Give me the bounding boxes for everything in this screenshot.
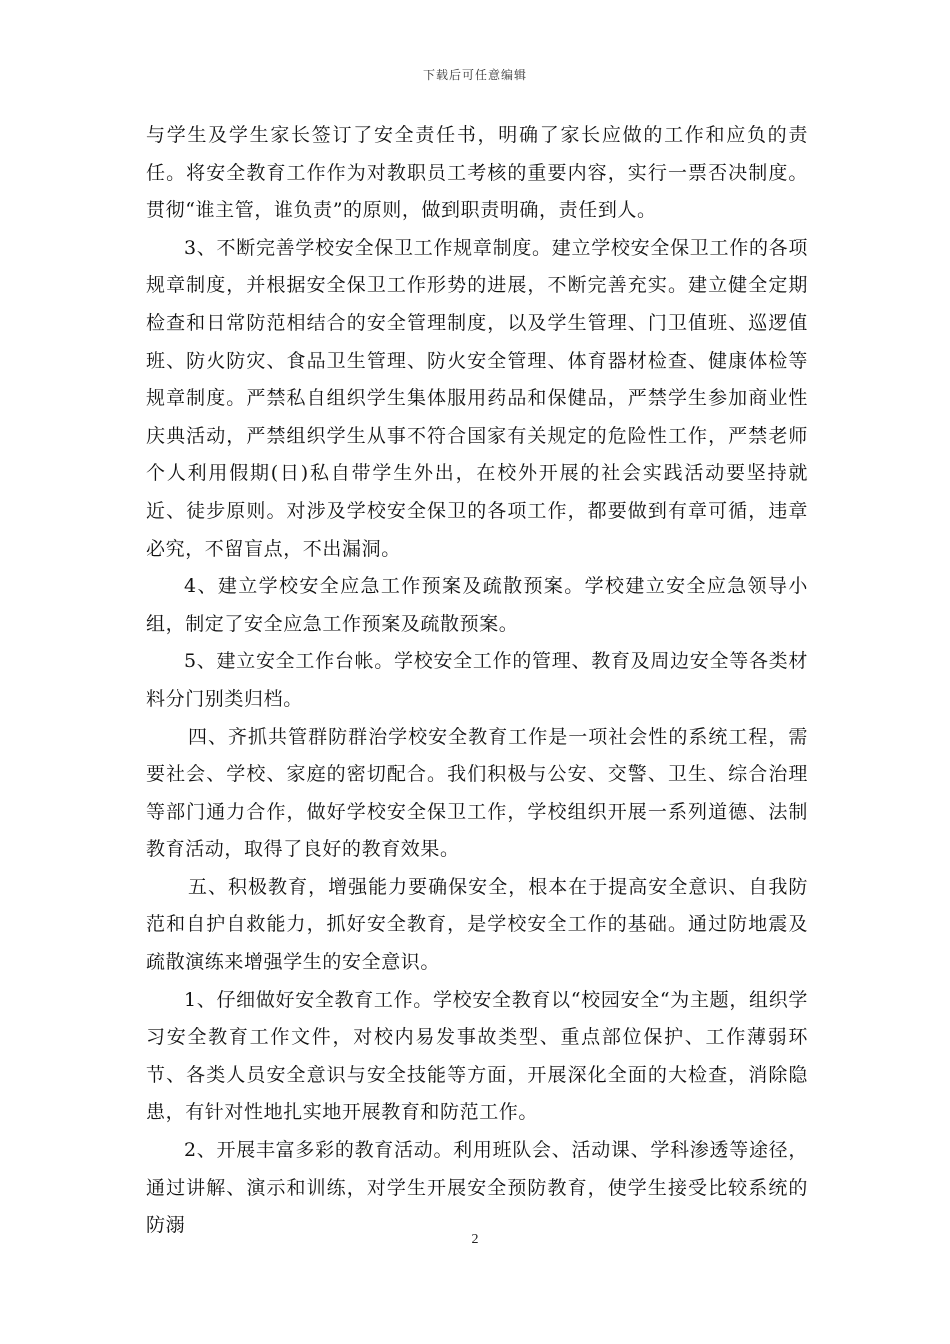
page-header-note: 下载后可任意编辑 <box>422 68 527 82</box>
paragraph-item-3: 3、不断完善学校安全保卫工作规章制度。建立学校安全保卫工作的各项规章制度，并根据安全保卫工作形势的进展，不断完善充实。建立健全定期检查和日常防范相结合的安全管理制度，以及学生管理、门卫值班、巡逻值班、防火防灾、食品卫生管理、防火安全管理、体育器材检查、健康体检等规章制度。严禁私自组织学生集体服用药品和保健品，严禁学生参加商业性庆典活动，严禁组织学生从事不符合国家有关规定的危险性工作，严禁老师个人利用假期(日)私自带学生外出，在校外开展的社会实践活动要坚持就近、徒步原则。对涉及学校安全保卫的各项工作，都要做到有章可循，违章必究，不留盲点，不出漏洞。 <box>146 236 808 560</box>
page-number: 2 <box>471 1232 479 1247</box>
paragraph-continuation: 与学生及学生家长签订了安全责任书，明确了家长应做的工作和应负的责任。将安全教育工作作为对教职员工考核的重要内容，实行一票否决制度。贯彻“谁主管，谁负责”的原则，做到职责明确，责任到人。 <box>146 124 808 222</box>
paragraph-item-5: 5、建立安全工作台帐。学校安全工作的管理、教育及周边安全等各类材料分门别类归档。 <box>146 650 808 710</box>
paragraph-section-5: 五、积极教育，增强能力要确保安全，根本在于提高安全意识、自我防范和自护自救能力，抓好安全教育，是学校安全工作的基础。通过防地震及疏散演练来增强学生的安全意识。 <box>146 875 808 974</box>
paragraph-item-1: 1、仔细做好安全教育工作。学校安全教育以“校园安全“为主题，组织学习安全教育工作文件，对校内易发事故类型、重点部位保护、工作薄弱环节、各类人员安全意识与安全技能等方面，开展深化全面的大检查，消除隐患，有针对性地扎实地开展教育和防范工作。 <box>146 988 808 1124</box>
paragraph-item-2: 2、开展丰富多彩的教育活动。利用班队会、活动课、学科渗透等途径，通过讲解、演示和训练，对学生开展安全预防教育，使学生接受比较系统的防溺 <box>146 1139 808 1237</box>
document-body <box>146 117 808 1245</box>
paragraph-section-4: 四、齐抓共管群防群治学校安全教育工作是一项社会性的系统工程，需要社会、学校、家庭的密切配合。我们积极与公安、交警、卫生、综合治理等部门通力合作，做好学校安全保卫工作，学校组织开展一系列道德、法制教育活动，取得了良好的教育效果。 <box>146 725 808 861</box>
paragraph-item-4: 4、建立学校安全应急工作预案及疏散预案。学校建立安全应急领导小组，制定了安全应急工作预案及疏散预案。 <box>146 575 808 635</box>
